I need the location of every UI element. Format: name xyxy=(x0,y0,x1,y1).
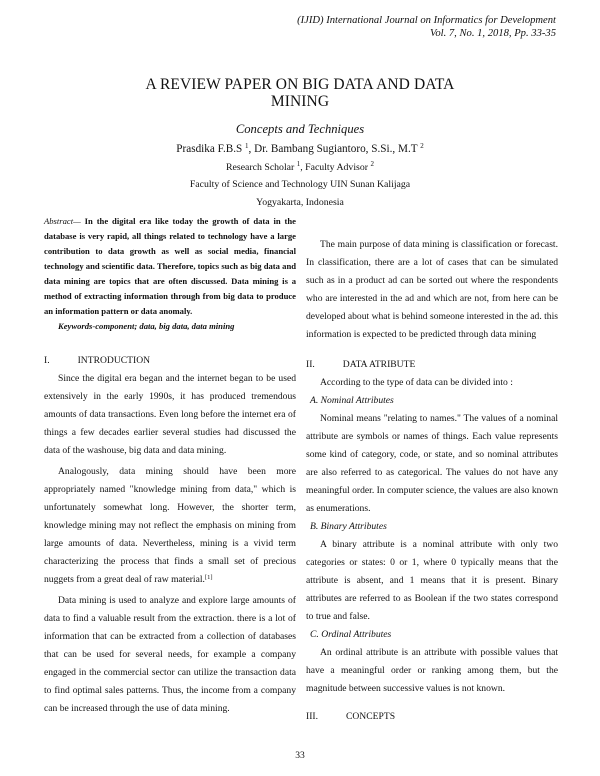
binary-paragraph: A binary attribute is a nominal attribute with only two categories or states: 0 or 1, where 0 typically means that the attribute is absent, and 1 means that it is present. Binary attributes are referred to as Boolean if the two states correspond to true and false. xyxy=(306,539,558,622)
section-title: CONCEPTS xyxy=(345,711,396,722)
role-2: , Faculty Advisor xyxy=(300,162,371,173)
role-2-mark: 2 xyxy=(370,160,374,168)
affiliation: Faculty of Science and Technology UIN Sunan Kalijaga xyxy=(189,179,411,190)
subsection-binary: B. Binary Attributes xyxy=(310,521,387,532)
role-1-mark: 1 xyxy=(296,160,301,168)
location: Yogyakarta, Indonesia xyxy=(256,197,344,208)
citation-ref: [1] xyxy=(204,574,213,581)
atribute-intro: According to the type of data can be divided into : xyxy=(320,377,513,388)
intro-paragraph-2-text: Analogously, data mining should have been more appropriately named "knowledge mining from data," which is unfortunately somewhat long. However, the shorter term, knowledge mining may not reflect the emphasis on mining from large amounts of data. Nevertheless, mining is a vivid term characterizing the process that finds a small set of precious nuggets from a great deal of raw material. xyxy=(44,466,296,585)
title-line-2: MINING xyxy=(270,93,330,110)
role-1: Research Scholar xyxy=(226,162,297,173)
journal-name: (IJID) International Journal on Informatics for Development xyxy=(297,15,556,26)
author-1-mark: 1 xyxy=(245,142,249,150)
intro-paragraph-1: Since the digital era began and the internet began to be used extensively in the early 1990s, it has produced tremendous amounts of data transactions. Even long before the internet era of things a few decades earlier several studies had discussed the data of the washouse, big data and data mining. xyxy=(44,373,296,456)
title-line-1: A REVIEW PAPER ON BIG DATA AND DATA xyxy=(145,76,455,93)
paper-title xyxy=(60,76,540,110)
abstract-text: In the digital era like today the growth of data in the database is very rapid, all things related to technology have a large contribution to data growth as well as social media, financial technology and scientific data. Therefore, topics such as big data and data mining are topics that are often discussed. Data mining is a method of extracting information through from big data to produce an information pattern or data anomaly. xyxy=(44,216,296,316)
section-number: III. xyxy=(306,711,318,722)
author-2-mark: 2 xyxy=(420,142,424,150)
paper-subtitle: Concepts and Techniques xyxy=(235,122,365,136)
intro-paragraph-2 xyxy=(44,463,296,589)
section-title: INTRODUCTION xyxy=(77,355,151,366)
section-heading-introduction xyxy=(44,352,296,370)
section-heading-concepts xyxy=(306,708,558,726)
authors xyxy=(60,143,540,155)
abstract xyxy=(44,214,296,319)
keywords: Keywords-component; data, big data, data mining xyxy=(58,321,235,331)
section-title: DATA ATRIBUTE xyxy=(342,359,416,370)
right-column xyxy=(306,236,558,726)
journal-volume: Vol. 7, No. 1, 2018, Pp. 33-35 xyxy=(430,28,556,39)
intro-paragraph-3: Data mining is used to analyze and explore large amounts of data to find a valuable result from the extraction. there is a lot of information that can be extracted from a collection of databases that can be used for several needs, for example a company engaged in the commercial sector can utilize the transaction data to find optimal sales patterns. Thus, the income from a company can be increased through the use of data mining. xyxy=(44,595,296,714)
subsection-nominal: A. Nominal Attributes xyxy=(310,395,394,406)
section-heading-data-atribute xyxy=(306,356,558,374)
ordinal-paragraph: An ordinal attribute is an attribute with possible values that have a meaningful order or ranking among them, but the magnitude between successive values is not known. xyxy=(306,647,558,694)
left-column xyxy=(44,214,296,718)
section-number: II. xyxy=(306,359,315,370)
abstract-label: Abstract— xyxy=(44,216,81,226)
subsection-ordinal: C. Ordinal Attributes xyxy=(310,629,392,640)
nominal-paragraph: Nominal means "relating to names." The values of a nominal attribute are symbols or names of things. Each value represents some kind of category, code, or state, and so nominal attributes are also referred to as categorical. The values do not have any meaningful order. In computer science, the values are also known as enumerations. xyxy=(306,413,558,514)
page-number: 33 xyxy=(295,750,305,761)
journal-header xyxy=(297,14,556,40)
section-number: I. xyxy=(44,355,50,366)
author-roles xyxy=(60,162,540,173)
right-intro-paragraph: The main purpose of data mining is classification or forecast. In classification, there are a lot of cases that can be simulated such as in a product ad can be sorted out where the respondents who are interested in the ad and which are not, from here can be developed about what is behind someone interested in the ad. this information is expected to be predicted through data mining xyxy=(306,239,558,340)
author-1: Prasdika F.B.S xyxy=(176,143,246,155)
author-2: , Dr. Bambang Sugiantoro, S.Si., M.T xyxy=(248,143,421,155)
